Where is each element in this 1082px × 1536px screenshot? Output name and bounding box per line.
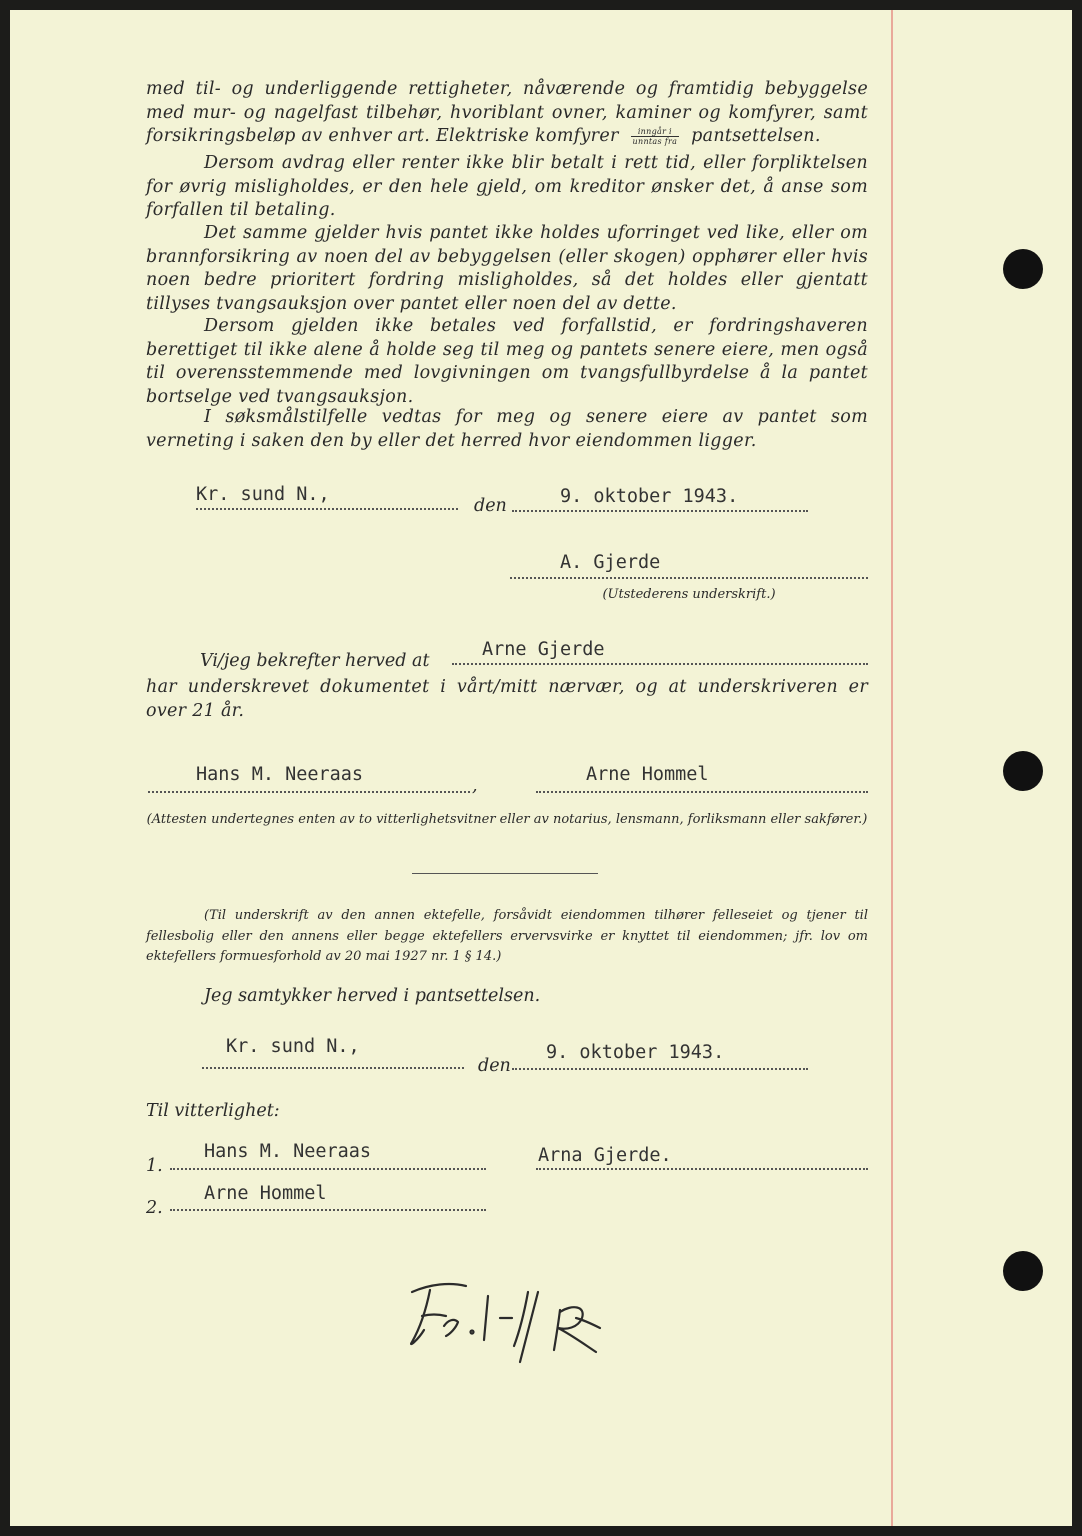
issuer-signature-caption: (Utstederens underskrift.)	[602, 587, 776, 602]
spouse-consent: Jeg samtykker herved i pantsettelsen.	[204, 986, 541, 1006]
spouse-witness-1: Hans M. Neeraas	[204, 1141, 372, 1162]
margin-rule	[891, 10, 893, 1526]
attestation-statement: har underskrevet dokumentet i vårt/mitt nærvær, og at underskriveren er over 21 år.	[146, 677, 868, 721]
attestation-note: (Attesten undertegnes enten av to vitterlighetsvitner eller av notarius, lensmann, forliksmann eller sakfører.)	[146, 812, 868, 827]
body-paragraph-5: I søksmålstilfelle vedtas for meg og senere eiere av pantet som verneting i saken den by eller det herred hvor eiendommen ligger.	[146, 407, 868, 451]
punch-hole	[1003, 1251, 1043, 1291]
dotted-line	[536, 791, 868, 793]
spouse-place: Kr. sund N.,	[226, 1036, 360, 1057]
spouse-note: (Til underskrift av den annen ektefelle, forsåvidt eiendommen tilhører felleseiet og tjener til fellesbolig eller den annens eller begge ektefellers ervervsvirke er knyttet til eiendommen; jfr. lov om ektefellers formuesforhold av 20 mai 1927 nr. 1 § 14.)	[146, 908, 868, 964]
body-paragraph-4: Dersom gjelden ikke betales ved forfallstid, er fordringshaveren berettiget til ikke alene å holde seg til meg og pantets senere eiere, men også til overensstemmende med lovgivningen om tvangsfullbyrdelse å la pantet bortselge ved tvangsauksjon.	[146, 316, 868, 407]
frac-bottom: unntas fra	[632, 137, 678, 146]
spouse-signature: Arna Gjerde.	[538, 1145, 672, 1166]
body-p1-end: pantsettelsen.	[691, 126, 821, 146]
dotted-line	[510, 577, 868, 579]
frac-top: inngår i	[631, 127, 680, 137]
dotted-line	[202, 1067, 464, 1069]
body-p1-text: med til- og underliggende rettigheter, nåværende og framtidig bebyggelse med mur- og nagelfast tilbehør, hvoriblant ovner, kaminer og komfyrer, samt forsikringsbeløp av enhver art. Elektriske komfyrer	[146, 79, 868, 146]
witness-number-1: 1.	[146, 1156, 163, 1176]
attested-name: Arne Gjerde	[482, 639, 605, 660]
body-paragraph-3: Det samme gjelder hvis pantet ikke holdes uforringet ved like, eller om brannforsikring av noen del av bebyggelsen (eller skogen) opphører eller hvis noen bedre prioritert fordring misligholdes, så det holdes eller gjentatt tillyses tvangsauksjon over pantet eller noen del av dette.	[146, 223, 868, 314]
dotted-line	[196, 508, 458, 510]
punch-hole	[1003, 249, 1043, 289]
dotted-line	[170, 1168, 486, 1170]
handwritten-note	[400, 1270, 630, 1370]
dotted-line	[148, 791, 470, 793]
dotted-line	[512, 510, 808, 512]
witness-number-2: 2.	[146, 1198, 163, 1218]
issuer-date: 9. oktober 1943.	[560, 486, 739, 507]
witness-heading: Til vitterlighet:	[146, 1101, 280, 1121]
attestation-prefix: Vi/jeg bekrefter herved at	[200, 651, 430, 671]
dotted-line	[512, 1068, 808, 1070]
dotted-line	[536, 1168, 868, 1170]
issuer-signature: A. Gjerde	[560, 552, 661, 573]
dotted-line	[452, 663, 868, 665]
attest-witness-1: Hans M. Neeraas	[196, 764, 364, 785]
spouse-witness-2: Arne Hommel	[204, 1183, 327, 1204]
attest-witness-2: Arne Hommel	[586, 764, 709, 785]
attest-separator: ,	[472, 776, 478, 796]
issuer-place: Kr. sund N.,	[196, 484, 330, 505]
section-divider	[412, 873, 598, 874]
body-paragraph-1	[146, 78, 868, 149]
spouse-den-label: den	[478, 1056, 511, 1076]
spouse-date: 9. oktober 1943.	[546, 1042, 725, 1063]
issuer-den-label: den	[474, 496, 507, 516]
fraction-inngaar-unntas	[631, 127, 680, 146]
dotted-line	[170, 1209, 486, 1211]
body-paragraph-2: Dersom avdrag eller renter ikke blir betalt i rett tid, eller forpliktelsen for øvrig misligholdes, er den hele gjeld, om kreditor ønsker det, å anse som forfallen til betaling.	[146, 153, 868, 220]
punch-hole	[1003, 751, 1043, 791]
